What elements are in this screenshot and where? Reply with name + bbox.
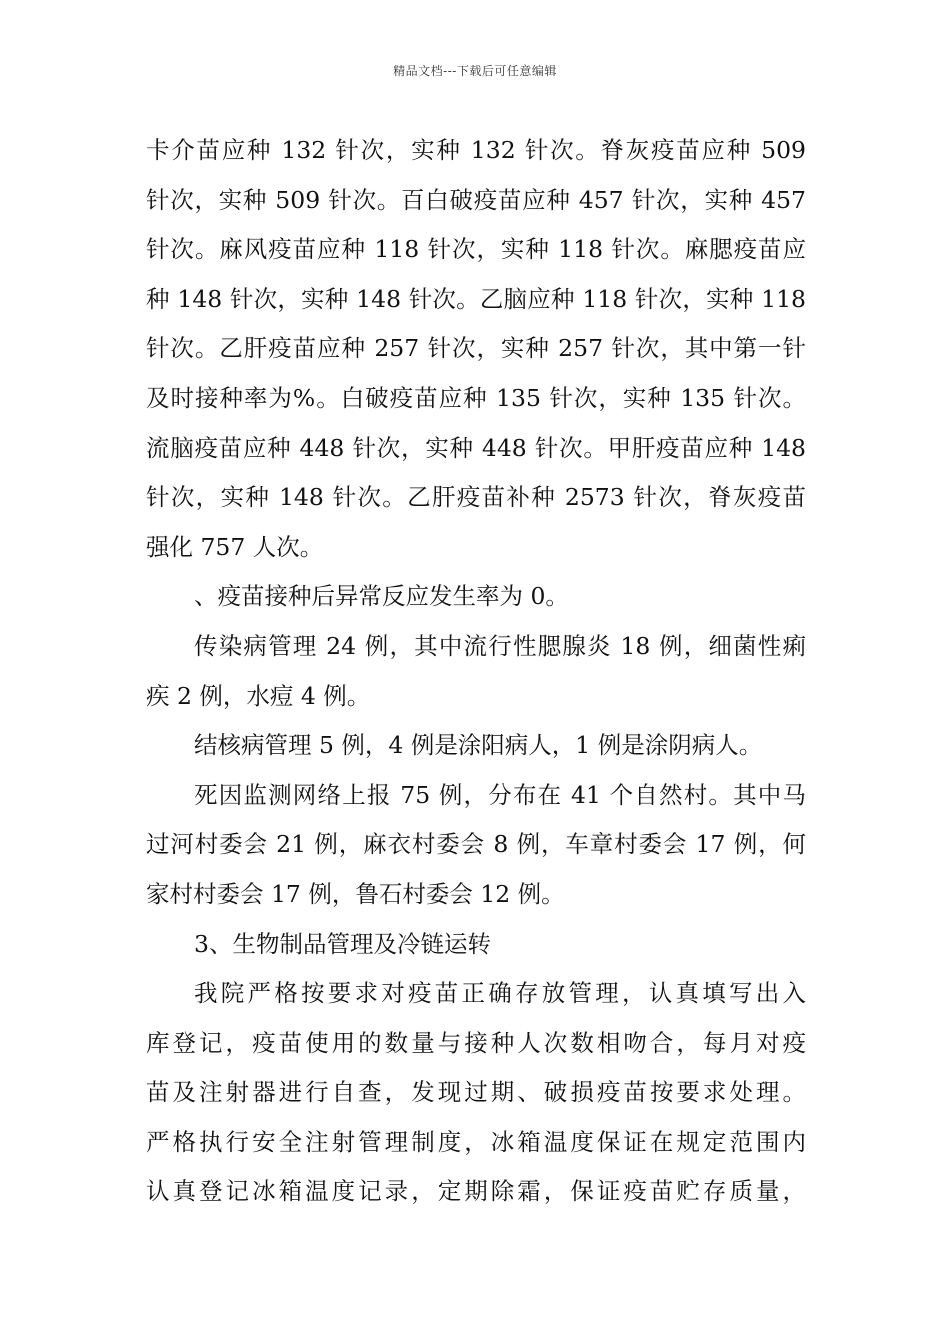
text-line: 及时接种率为%。白破疫苗应种 135 针次，实种 135 针次。 [146, 383, 806, 412]
text-line: 针次。麻风疫苗应种 118 针次，实种 118 针次。麻腮疫苗应 [146, 235, 806, 264]
text-line: 严格执行安全注射管理制度，冰箱温度保证在规定范围内 [146, 1127, 806, 1156]
text-line: 3、生物制品管理及冷链运转 [194, 929, 491, 958]
text-line: 疾 2 例，水痘 4 例。 [146, 681, 371, 710]
text-line: 我院严格按要求对疫苗正确存放管理，认真填写出入 [194, 979, 806, 1008]
text-line: 结核病管理 5 例，4 例是涂阳病人，1 例是涂阴病人。 [194, 731, 763, 760]
text-line: 流脑疫苗应种 448 针次，实种 448 针次。甲肝疫苗应种 148 [146, 433, 806, 462]
text-line: 认真登记冰箱温度记录，定期除霜，保证疫苗贮存质量， [146, 1177, 806, 1206]
page-header: 精品文档---下载后可任意编辑 [393, 64, 557, 78]
text-line: 针次，实种 148 针次。乙肝疫苗补种 2573 针次，脊灰疫苗 [146, 483, 806, 512]
text-line: 强化 757 人次。 [146, 532, 324, 561]
text-line: 家村村委会 17 例，鲁石村委会 12 例。 [146, 879, 565, 908]
text-line: 针次，实种 509 针次。百白破疫苗应种 457 针次，实种 457 [146, 185, 806, 214]
text-line: 、疫苗接种后异常反应发生率为 0。 [194, 582, 569, 611]
text-line: 死因监测网络上报 75 例，分布在 41 个自然村。其中马 [194, 780, 806, 809]
text-line: 传染病管理 24 例，其中流行性腮腺炎 18 例，细菌性痢 [194, 631, 806, 660]
text-line: 苗及注射器进行自查，发现过期、破损疫苗按要求处理。 [146, 1078, 806, 1107]
text-line: 种 148 针次，实种 148 针次。乙脑应种 118 针次，实种 118 [146, 284, 806, 313]
text-line: 卡介苗应种 132 针次，实种 132 针次。脊灰疫苗应种 509 [146, 136, 806, 164]
text-line: 针次。乙肝疫苗应种 257 针次，实种 257 针次，其中第一针 [146, 334, 806, 363]
text-line: 库登记，疫苗使用的数量与接种人次数相吻合，每月对疫 [146, 1028, 806, 1057]
text-line: 过河村委会 21 例，麻衣村委会 8 例，车章村委会 17 例，何 [146, 830, 806, 859]
document-body [146, 126, 806, 1217]
